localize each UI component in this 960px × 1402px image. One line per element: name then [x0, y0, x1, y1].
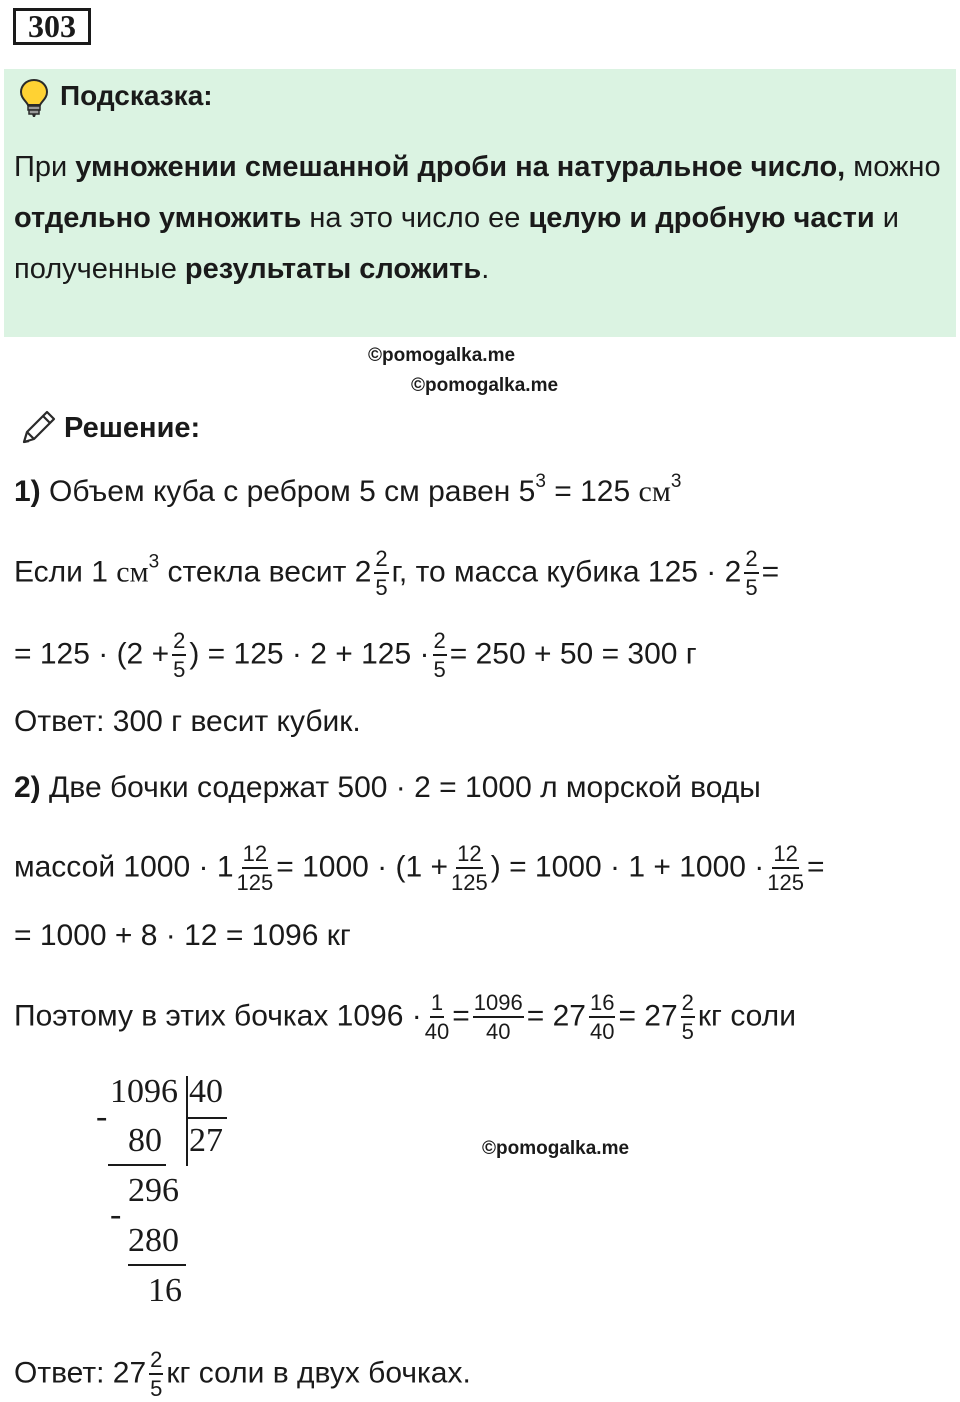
fraction: $\frac{16}{40}$: [589, 990, 615, 1044]
watermark: ©pomogalka.me: [482, 1138, 630, 1159]
divisor: 40: [189, 1073, 223, 1110]
lightbulb-icon: [18, 78, 50, 118]
remainder-1: 296: [128, 1172, 179, 1209]
subtraction-line: [128, 1264, 186, 1266]
dividend: 1096: [110, 1073, 178, 1110]
fraction: $\frac{2}{5}$: [681, 990, 694, 1044]
hint-text: При умножении смешанной дроби на натуральное число, можно отдельно умножить на это число ее целую и дробную части и полученные результаты сложить.: [14, 151, 941, 285]
minus-sign: -: [96, 1098, 108, 1135]
minus-sign: -: [110, 1196, 122, 1233]
solution-line-5: 2) Две бочки содержат 500 · 2 = 1000 л морской воды: [14, 771, 761, 804]
fraction: $\frac{2}{5}$: [375, 546, 388, 600]
remainder-final: 16: [148, 1272, 182, 1309]
watermark: ©pomogalka.me: [368, 345, 516, 366]
subtraction-line: [108, 1164, 166, 1166]
subtrahend-1: 80: [128, 1122, 162, 1159]
solution-line-8: Поэтому в этих бочках 1096 · $\frac{1}{40}$ = $\frac{1096}{40}$ = 27 $\frac{16}{40}$ = 27 $\frac{2}{5}$ кг соли: [14, 990, 796, 1044]
solution-line-7: = 1000 + 8 · 12 = 1096 кг: [14, 919, 351, 952]
pencil-icon: [18, 408, 58, 448]
problem-number: 303: [13, 8, 91, 45]
answer-1: Ответ: 300 г весит кубик.: [14, 705, 361, 738]
solution-line-6: массой 1000 · 1 $\frac{12}{125}$ = 1000 · (1 + $\frac{12}{125}$ ) = 1000 · 1 + 1000 · $\frac{12}{125}$ =: [14, 841, 825, 895]
watermark: ©pomogalka.me: [411, 375, 559, 396]
quotient: 27: [189, 1122, 223, 1159]
solution-line-2: Если 1 $см^3$ стекла весит 2 $\frac{2}{5}$ г, то масса кубика 125 · 2 $\frac{2}{5}$ =: [14, 546, 780, 600]
answer-2: Ответ: 27 $\frac{2}{5}$ кг соли в двух бочках.: [14, 1347, 471, 1401]
solution-title: Решение:: [64, 412, 201, 444]
solution-line-1: 1) Объем куба с ребром 5 см равен $5^3 = 125$ $см^3$: [14, 471, 682, 508]
fraction: $\frac{1096}{40}$: [473, 990, 523, 1044]
fraction: $\frac{12}{125}$: [767, 841, 804, 895]
divisor-line: [187, 1117, 227, 1119]
subtrahend-2: 280: [128, 1222, 179, 1259]
fraction: $\frac{12}{125}$: [236, 841, 274, 895]
long-division: [94, 1072, 244, 1312]
fraction: $\frac{2}{5}$: [173, 628, 186, 682]
solution-line-3: = 125 · (2 + $\frac{2}{5}$ ) = 125 · 2 + 125 · $\frac{2}{5}$ = 250 + 50 = 300 г: [14, 628, 697, 682]
fraction: $\frac{2}{5}$: [745, 546, 758, 600]
fraction: $\frac{12}{125}$: [451, 841, 488, 895]
fraction: $\frac{1}{40}$: [424, 990, 450, 1044]
fraction: $\frac{2}{5}$: [150, 1347, 163, 1401]
hint-title: Подсказка:: [60, 80, 213, 111]
division-vertical-line: [186, 1076, 188, 1166]
fraction: $\frac{2}{5}$: [433, 628, 446, 682]
